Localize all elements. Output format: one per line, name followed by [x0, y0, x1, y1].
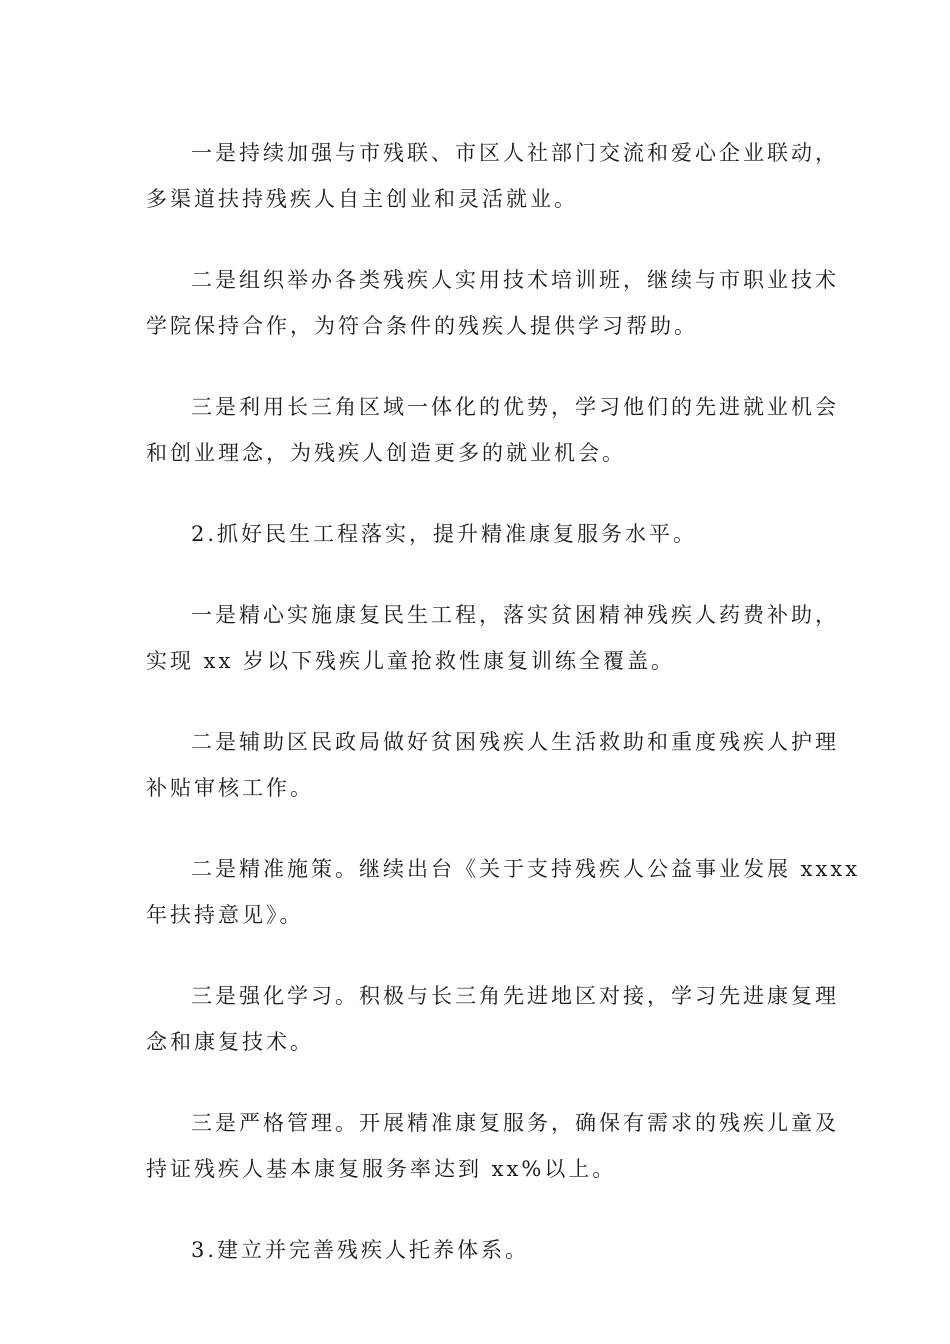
paragraph-line: 实现 xx 岁以下残疾儿童抢救性康复训练全覆盖。: [146, 649, 676, 673]
paragraph-rehab-5: [146, 1100, 839, 1192]
paragraph-line: 多渠道扶持残疾人自主创业和灵活就业。: [146, 187, 578, 211]
paragraph-line: 学院保持合作，为符合条件的残疾人提供学习帮助。: [146, 314, 698, 338]
section-heading-3: [146, 1227, 806, 1273]
paragraph-rehab-1: [146, 592, 839, 684]
paragraph-line: 持证残疾人基本康复服务率达到 xx%以上。: [146, 1157, 617, 1181]
paragraph-line: 念和康复技术。: [146, 1030, 314, 1054]
paragraph-line: 年扶持意见》。: [146, 903, 304, 927]
paragraph-line: 和创业理念，为残疾人创造更多的就业机会。: [146, 441, 626, 465]
paragraph-line: 一是持续加强与市残联、市区人社部门交流和爱心企业联动，: [191, 141, 839, 165]
paragraph-line: 三是强化学习。积极与长三角先进地区对接，学习先进康复理: [191, 984, 839, 1008]
section-heading-2: [146, 511, 806, 557]
paragraph-line: 补贴审核工作。: [146, 776, 314, 800]
heading-line: 2.抓好民生工程落实，提升精准康复服务水平。: [191, 522, 698, 546]
paragraph-rehab-2: [146, 719, 839, 811]
paragraph-employment-3: [146, 384, 839, 476]
paragraph-line: 二是精准施策。继续出台《关于支持残疾人公益事业发展 xxxx: [191, 857, 861, 881]
paragraph-employment-1: [146, 130, 839, 222]
paragraph-rehab-3: [146, 846, 861, 938]
paragraph-employment-2: [146, 257, 839, 349]
paragraph-line: 三是严格管理。开展精准康复服务，确保有需求的残疾儿童及: [191, 1111, 839, 1135]
paragraph-line: 二是组织举办各类残疾人实用技术培训班，继续与市职业技术: [191, 268, 839, 292]
paragraph-line: 三是利用长三角区域一体化的优势，学习他们的先进就业机会: [191, 395, 839, 419]
paragraph-rehab-4: [146, 973, 839, 1065]
heading-line: 3.建立并完善残疾人托养体系。: [191, 1238, 530, 1262]
document-body: [146, 130, 861, 1308]
paragraph-line: 一是精心实施康复民生工程，落实贫困精神残疾人药费补助，: [191, 603, 839, 627]
paragraph-line: 二是辅助区民政局做好贫困残疾人生活救助和重度残疾人护理: [191, 730, 839, 754]
